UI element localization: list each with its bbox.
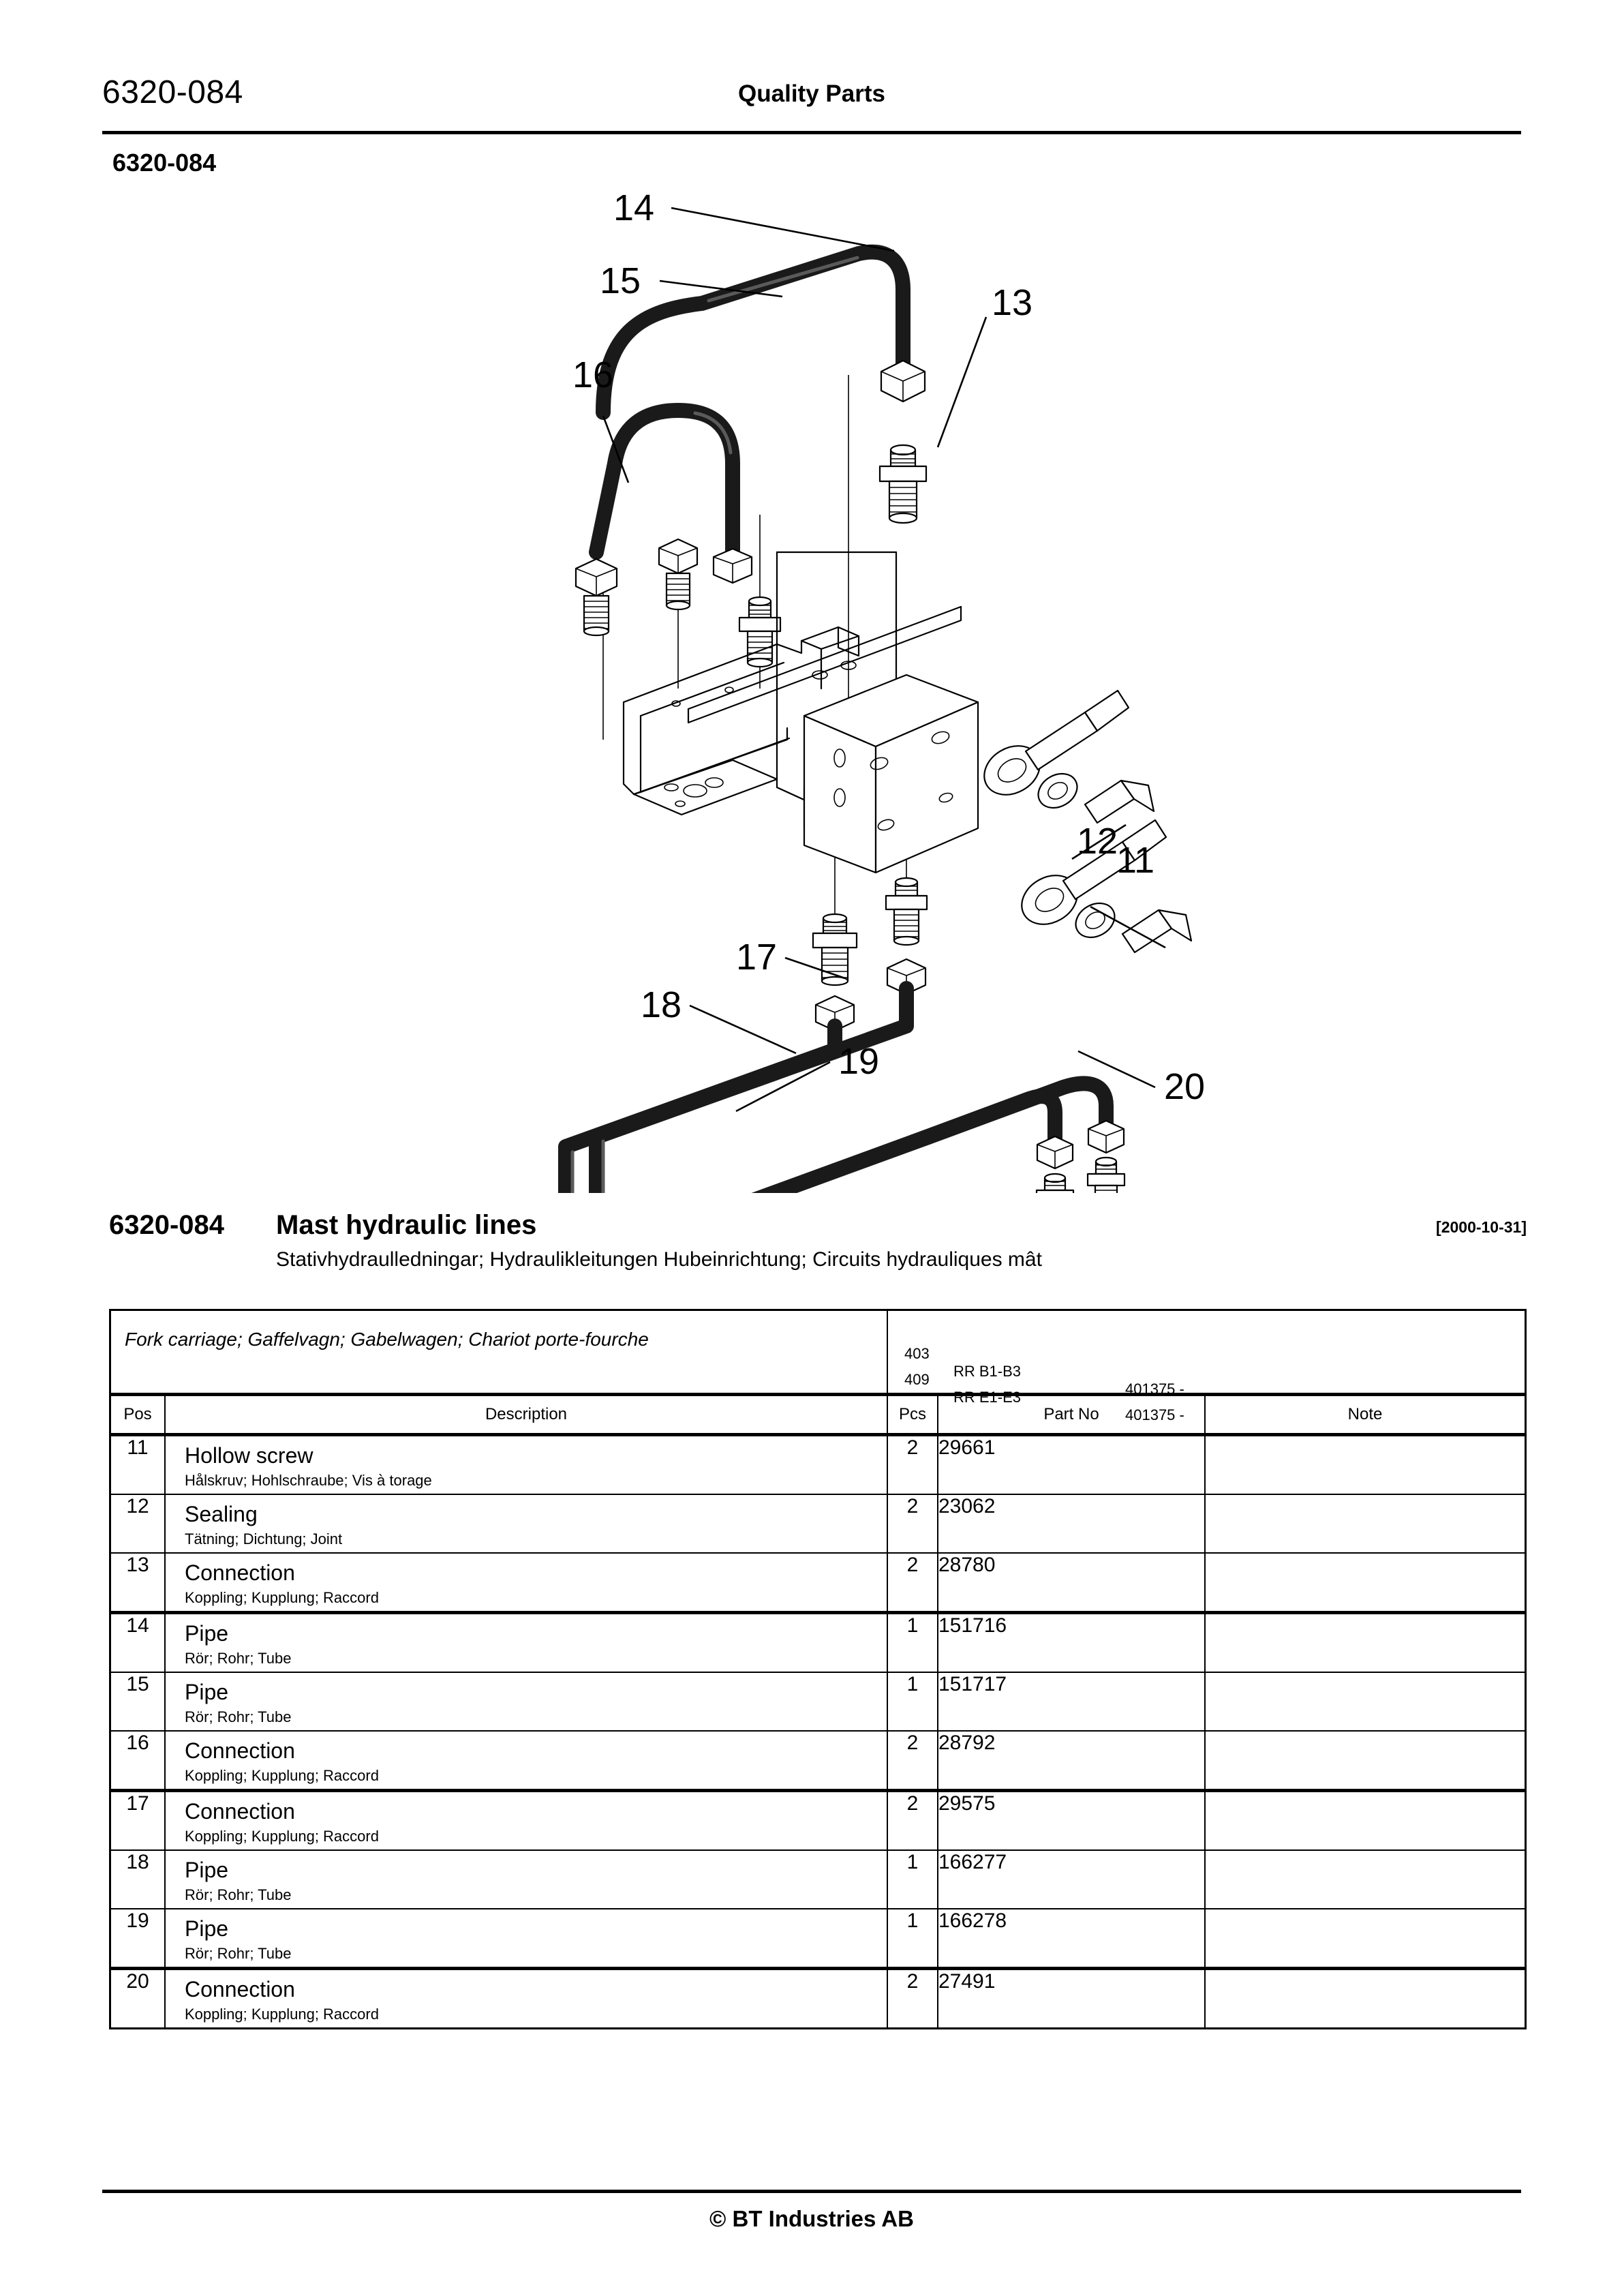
part-title-block <box>109 1210 1527 1299</box>
row-description <box>165 1791 887 1851</box>
row-part-no: 166278 <box>938 1909 1205 1969</box>
row-pcs: 1 <box>887 1850 938 1909</box>
row-note <box>1205 1731 1526 1791</box>
row-name: Connection <box>185 1738 295 1763</box>
table-row[interactable] <box>110 1613 1526 1673</box>
row-pos: 12 <box>110 1494 166 1553</box>
variant-id: 403 <box>904 1345 930 1362</box>
row-description <box>165 1969 887 2029</box>
header-divider <box>102 131 1521 134</box>
row-description <box>165 1672 887 1731</box>
row-name: Pipe <box>185 1621 229 1646</box>
callout-16: 16 <box>572 354 614 395</box>
parts-table <box>109 1309 1527 2029</box>
hex-nut-motor-left <box>1037 1136 1073 1168</box>
row-pcs: 2 <box>887 1969 938 2029</box>
row-pcs: 1 <box>887 1672 938 1731</box>
callout-11: 11 <box>1116 840 1155 881</box>
row-name: Sealing <box>185 1502 258 1526</box>
table-column-headers <box>110 1395 1526 1435</box>
hose-to-motor-right <box>928 1083 1106 1137</box>
variant-id: 409 <box>904 1371 930 1388</box>
row-note <box>1205 1850 1526 1909</box>
row-note <box>1205 1909 1526 1969</box>
col-header-description: Description <box>165 1395 887 1435</box>
col-header-note: Note <box>1205 1395 1526 1435</box>
section-code: 6320-084 <box>112 149 217 177</box>
row-description <box>165 1613 887 1673</box>
row-part-no: 29661 <box>938 1435 1205 1495</box>
row-name-translations: Koppling; Kupplung; Raccord <box>185 2006 379 2023</box>
connection-16-mid <box>659 539 697 609</box>
callout-15: 15 <box>600 260 641 301</box>
row-pos: 13 <box>110 1553 166 1613</box>
connection-20-right <box>1088 1158 1124 1193</box>
row-name-translations: Rör; Rohr; Tube <box>185 1650 292 1667</box>
row-pos: 20 <box>110 1969 166 2029</box>
header-brand-title: Quality Parts <box>738 80 885 107</box>
variant-desc: RR E1-E3 <box>953 1389 1022 1406</box>
row-part-no: 23062 <box>938 1494 1205 1553</box>
row-pcs: 2 <box>887 1494 938 1553</box>
row-part-no: 28792 <box>938 1731 1205 1791</box>
row-name: Pipe <box>185 1858 229 1882</box>
assembly-name-cell <box>110 1310 888 1395</box>
row-part-no: 28780 <box>938 1553 1205 1613</box>
row-description <box>165 1494 887 1553</box>
exploded-parts-diagram <box>95 170 1527 1193</box>
callout-12: 12 <box>1077 821 1118 862</box>
row-pcs: 2 <box>887 1553 938 1613</box>
page-header <box>102 68 1521 130</box>
row-name: Pipe <box>185 1680 229 1704</box>
connection-13 <box>880 445 926 523</box>
row-part-no: 151716 <box>938 1613 1205 1673</box>
table-row[interactable] <box>110 1553 1526 1613</box>
row-note <box>1205 1969 1526 2029</box>
row-name-translations: Rör; Rohr; Tube <box>185 1886 292 1903</box>
row-name: Pipe <box>185 1916 229 1941</box>
table-row[interactable] <box>110 1435 1526 1495</box>
row-note <box>1205 1494 1526 1553</box>
col-header-part-no: Part No <box>938 1395 1205 1435</box>
banjo-fitting-upper <box>975 691 1154 823</box>
table-row[interactable] <box>110 1672 1526 1731</box>
title-code: 6320-084 <box>109 1210 225 1240</box>
row-name-translations: Hålskruv; Hohlschraube; Vis à torage <box>185 1472 432 1489</box>
callout-18: 18 <box>641 984 682 1025</box>
table-row[interactable] <box>110 1791 1526 1851</box>
assembly-name: Fork carriage; Gaffelvagn; Gabelwagen; Chariot porte-fourche <box>125 1329 649 1350</box>
row-pos: 16 <box>110 1731 166 1791</box>
table-row[interactable] <box>110 1731 1526 1791</box>
row-pos: 19 <box>110 1909 166 1969</box>
row-note <box>1205 1435 1526 1495</box>
row-name: Connection <box>185 1560 295 1585</box>
row-description <box>165 1909 887 1969</box>
variant-desc: RR B1-B3 <box>953 1363 1022 1380</box>
row-pos: 17 <box>110 1791 166 1851</box>
connection-16-left <box>576 559 617 635</box>
connection-20-left <box>1037 1174 1073 1193</box>
row-name: Hollow screw <box>185 1443 313 1468</box>
row-name-translations: Tätning; Dichtung; Joint <box>185 1530 343 1547</box>
callout-20: 20 <box>1164 1066 1206 1107</box>
footer-copyright: © BT Industries AB <box>709 2206 914 2231</box>
row-name-translations: Koppling; Kupplung; Raccord <box>185 1828 379 1845</box>
row-pcs: 1 <box>887 1613 938 1673</box>
row-name-translations: Koppling; Kupplung; Raccord <box>185 1589 379 1606</box>
row-pcs: 1 <box>887 1909 938 1969</box>
variant-serial: 401375 - <box>1125 1406 1184 1423</box>
row-part-no: 151717 <box>938 1672 1205 1731</box>
table-row[interactable] <box>110 1494 1526 1553</box>
callout-19: 19 <box>838 1041 880 1082</box>
hose-15 <box>596 410 733 552</box>
row-note <box>1205 1613 1526 1673</box>
row-pos: 11 <box>110 1435 166 1495</box>
col-header-pos: Pos <box>110 1395 166 1435</box>
title-subtitle: Stativhydraulledningar; Hydraulikleitungen Hubeinrichtung; Circuits hydrauliques mât <box>276 1248 1042 1271</box>
row-name: Connection <box>185 1799 295 1824</box>
row-description <box>165 1850 887 1909</box>
row-description <box>165 1553 887 1613</box>
hex-nut-motor-right <box>1088 1121 1124 1153</box>
callout-13: 13 <box>992 282 1033 323</box>
header-page-code: 6320-084 <box>102 74 243 110</box>
row-note <box>1205 1672 1526 1731</box>
connection-fitting-upper-right <box>714 549 752 583</box>
row-note <box>1205 1553 1526 1613</box>
row-part-no: 29575 <box>938 1791 1205 1851</box>
table-row[interactable] <box>110 1850 1526 1909</box>
table-row[interactable] <box>110 1909 1526 1969</box>
row-part-no: 166277 <box>938 1850 1205 1909</box>
col-header-pcs: Pcs <box>887 1395 938 1435</box>
row-description <box>165 1435 887 1495</box>
callout-leaders <box>603 208 1165 1111</box>
row-pcs: 2 <box>887 1731 938 1791</box>
row-name-translations: Rör; Rohr; Tube <box>185 1945 292 1962</box>
row-note <box>1205 1791 1526 1851</box>
footer-divider <box>102 2190 1521 2193</box>
title-name: Mast hydraulic lines <box>276 1210 537 1240</box>
hex-nut-top-right <box>881 361 925 402</box>
hose-14 <box>603 252 903 412</box>
row-part-no: 27491 <box>938 1969 1205 2029</box>
connection-17-right <box>886 878 927 945</box>
row-description <box>165 1731 887 1791</box>
row-pos: 15 <box>110 1672 166 1731</box>
variant-serial: 401375 - <box>1125 1380 1184 1398</box>
row-name-translations: Rör; Rohr; Tube <box>185 1708 292 1725</box>
row-pcs: 2 <box>887 1791 938 1851</box>
row-pcs: 2 <box>887 1435 938 1495</box>
row-pos: 18 <box>110 1850 166 1909</box>
model-block-row <box>110 1310 1526 1395</box>
row-pos: 14 <box>110 1613 166 1673</box>
row-name-translations: Koppling; Kupplung; Raccord <box>185 1767 379 1784</box>
callout-14: 14 <box>613 187 655 228</box>
table-row[interactable] <box>110 1969 1526 2029</box>
title-revision-date: [2000-10-31] <box>1436 1218 1527 1236</box>
row-name: Connection <box>185 1977 295 2002</box>
hydraulic-manifold-block <box>804 675 978 873</box>
callout-17: 17 <box>736 937 778 978</box>
